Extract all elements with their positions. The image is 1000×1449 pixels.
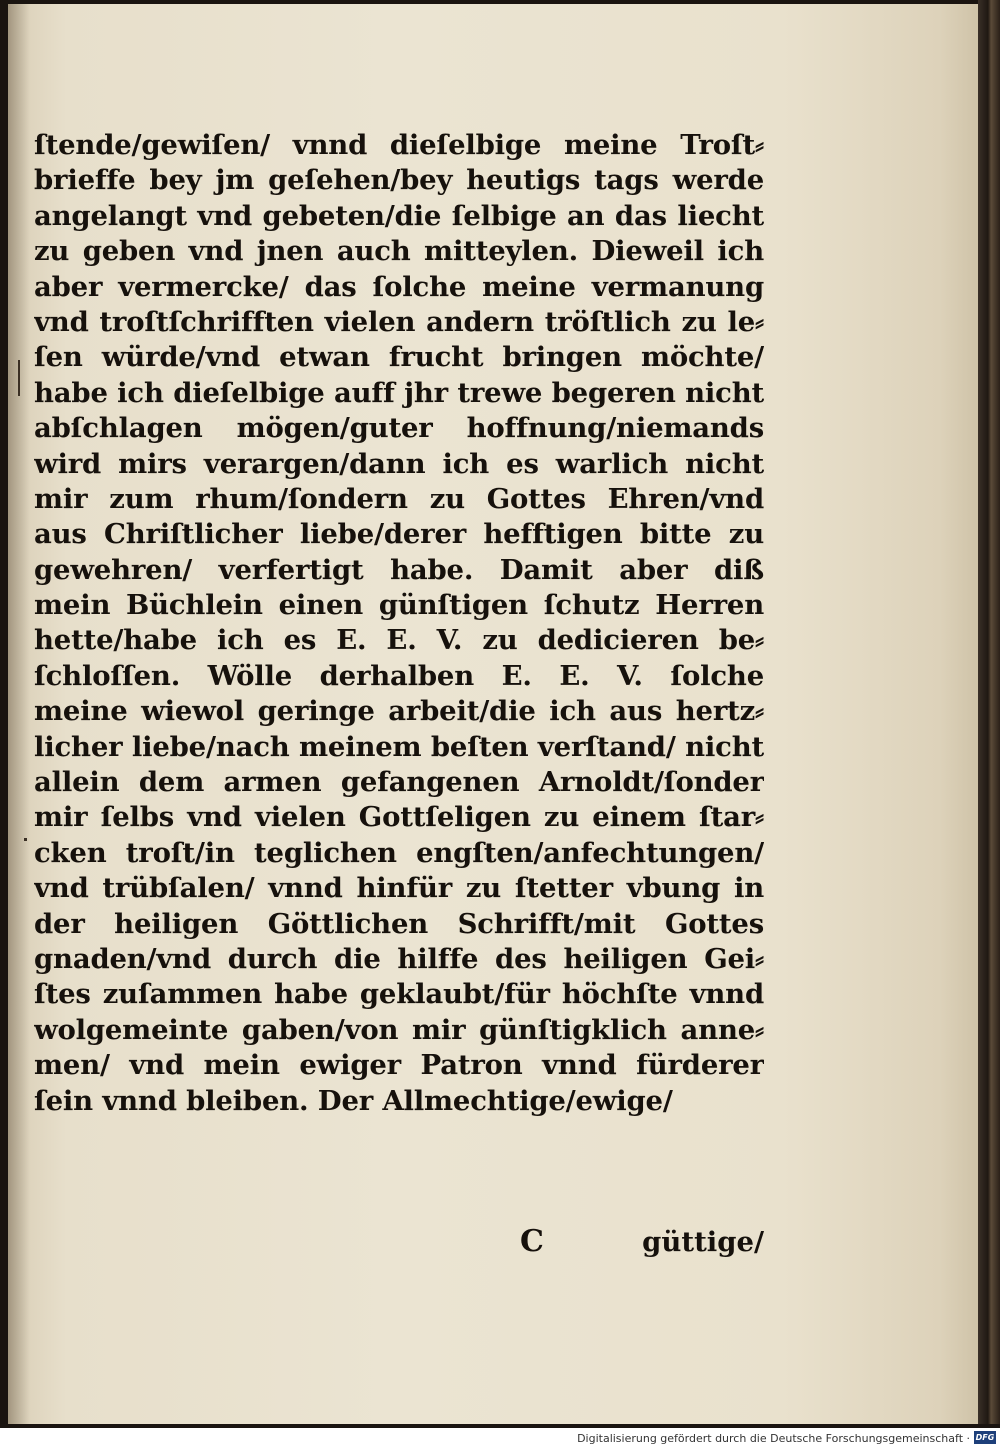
- text-line: hette/habe ich es E. E. V. zu dedicieren be⸗: [34, 624, 764, 657]
- funding-credit: Digitalisierung gefördert durch die Deutsche Forschungsgemeinschaft ·: [577, 1432, 970, 1445]
- dfg-logo-icon: DFG: [975, 1433, 995, 1442]
- text-line: wolgemeinte gaben/von mir günſtigklich anne⸗: [34, 1013, 764, 1046]
- text-line: ſtende/gewiſen/ vnnd dieſelbige meine Troſt⸗: [34, 129, 764, 161]
- signature-mark: C: [520, 1224, 544, 1259]
- text-line: zu geben vnd jnen auch mitteylen. Dieweil ich: [34, 235, 764, 268]
- text-line: ſchloſſen. Wölle derhalben E. E. V. ſolche: [34, 659, 764, 692]
- text-line: meine wiewol geringe arbeit/die ich aus hertz⸗: [34, 695, 764, 728]
- text-line: habe ich dieſelbige auff jhr trewe begeren nicht: [34, 376, 764, 409]
- text-line: mein Büchlein einen günſtigen ſchutz Herren: [34, 589, 764, 622]
- catchword: güttige/: [642, 1226, 764, 1258]
- text-line: ſein vnnd bleiben. Der Allmechtige/ewige/: [34, 1084, 673, 1117]
- text-line: men/ vnd mein ewiger Patron vnnd fürderer: [34, 1049, 764, 1082]
- text-line: ſtes zuſammen habe geklaubt/für höchſte vnnd: [34, 978, 764, 1011]
- text-line: der heiligen Göttlichen Schrifft/mit Gottes: [34, 907, 764, 940]
- text-line: vnd troſtſchrifften vielen andern tröſtlich zu le⸗: [34, 305, 764, 338]
- text-line: ſen würde/vnd etwan frucht bringen möchte/: [34, 341, 764, 374]
- body-text: [34, 128, 764, 1119]
- text-line: vnd trübſalen/ vnnd hinfür zu ſtetter vbung in: [34, 872, 764, 905]
- page-edge: [978, 0, 1000, 1428]
- margin-mark: [24, 838, 27, 841]
- gutter-shadow: [8, 4, 30, 1424]
- text-line: gewehren/ verfertigt habe. Damit aber diß: [34, 553, 764, 586]
- text-line: wird mirs verargen/dann ich es warlich nicht: [34, 447, 764, 480]
- margin-mark: [18, 360, 20, 396]
- text-line: gnaden/vnd durch die hilffe des heiligen Gei⸗: [34, 942, 764, 975]
- text-line: mir ſelbs vnd vielen Gottſeligen zu einem ſtar⸗: [34, 801, 764, 834]
- text-line: brieffe bey jm geſehen/bey heutigs tags werde: [34, 164, 764, 197]
- text-line: cken troſt/in teglichen engſten/anfechtungen/: [34, 836, 764, 869]
- text-line: abſchlagen mögen/guter hoffnung/niemands: [34, 412, 764, 445]
- footer-bar: [0, 1428, 1000, 1449]
- text-line: mir zum rhum/ſondern zu Gottes Ehren/vnd: [34, 482, 764, 515]
- text-line: allein dem armen gefangenen Arnoldt/ſonder: [34, 766, 764, 799]
- text-line: aus Chriſtlicher liebe/derer hefftigen bitte zu: [34, 518, 764, 551]
- text-line: angelangt vnd gebeten/die ſelbige an das liecht: [34, 199, 764, 232]
- page-foot: [34, 1224, 764, 1260]
- text-line: licher liebe/nach meinem beſten verſtand/ nicht: [34, 730, 764, 763]
- text-line: aber vermercke/ das ſolche meine vermanung: [34, 270, 764, 303]
